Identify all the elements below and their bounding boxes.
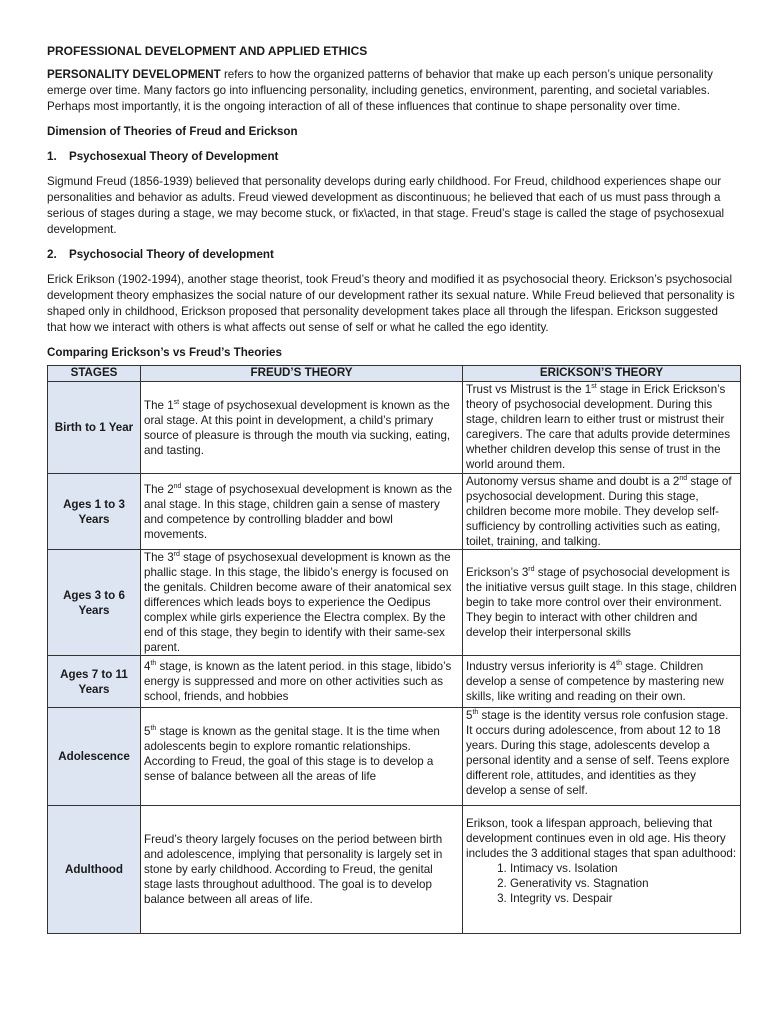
erickson-text: stage. Children develop a sense of competence by mastering new skills, like writing and reading on their own. [466, 660, 724, 703]
erickson-text: Erikson, took a lifespan approach, believing that development continues even in old age. His theory includes the 3 additional stages that span adulthood: [466, 817, 737, 860]
table-row [48, 656, 741, 708]
list-item: 3. Integrity vs. Despair [510, 891, 737, 906]
document-page [47, 40, 740, 934]
section-1-title: Psychosexual Theory of Development [69, 150, 279, 163]
erickson-text: Industry versus inferiority is 4 [466, 660, 617, 673]
stage-label: Ages 1 to 3 Years [63, 497, 125, 526]
freud-text: 5 [144, 725, 151, 738]
erickson-cell [463, 474, 741, 550]
list-item: 1. Intimacy vs. Isolation [510, 861, 737, 876]
section-1-text: Sigmund Freud (1856-1939) believed that personality develops during early childhood. For Freud, childhood experiences shape our personalities and behavior as adults. Freud viewed development as discontinuous; he believed that each of us must pass through a serious of stages during a stage, we may become stuck, or fix\acted, in that stage. Freud’s stage is called the stage of psychosexual development. [47, 175, 725, 236]
intro-term: PERSONALITY DEVELOPMENT [47, 68, 221, 81]
ordinal: st [591, 383, 597, 391]
dimension-heading: Dimension of Theories of Freud and Erickson [47, 125, 298, 138]
freud-text: stage is known as the genital stage. It is the time when adolescents begin to explore romantic relationships. According to Freud, the goal of this stage is to develop a sense of balance between all the areas of life [144, 725, 440, 783]
intro-text: refers to how the organized patterns of behavior that make up each person’s unique personality emerge over time. Many factors go into influencing personality, including genetics, environment, parenting, and societal variables. Perhaps most importantly, it is the ongoing interaction of all of these influences that continue to shape personality over time. [47, 68, 713, 113]
erickson-cell [463, 708, 741, 806]
ordinal: rd [173, 551, 180, 559]
intro-paragraph [47, 67, 740, 115]
section-1-heading [47, 149, 740, 165]
ordinal: nd [679, 475, 688, 483]
freud-text: stage of psychosexual development is known as the anal stage. In this stage, children gain a sense of mastery and competence by controlling bladder and bowl movements. [144, 482, 453, 541]
stage-adulthood: Adulthood [48, 806, 141, 934]
erickson-cell [463, 550, 741, 656]
ordinal: rd [528, 566, 535, 574]
ordinal: th [472, 709, 479, 717]
stage-ages-7-11 [48, 656, 141, 708]
ordinal: st [173, 398, 180, 406]
erickson-cell [463, 382, 741, 474]
document-title: PROFESSIONAL DEVELOPMENT AND APPLIED ETHICS [47, 44, 368, 58]
erickson-text: Erickson’s 3 [466, 566, 529, 579]
erickson-text: stage of psychosocial development. During this stage, children become more mobile. They develop self-sufficiency by controlling activities such as eating, toilet, training, and talking. [466, 475, 732, 548]
section-2-number: 2. [47, 248, 57, 261]
erickson-text: 5 [466, 709, 473, 722]
section-2-text: Erick Erikson (1902-1994), another stage theorist, took Freud’s theory and modified it as psychosocial theory. Erickson’s psychosocial development theory emphasizes the social nature of our development rather its sexual nature. While Freud believed that personality is shaped only in childhood, Erickson proposed that personality development takes place all through the lifespan. Erickson suggested that how we interact with others is what affects out sense of self or what he called the ego identity. [47, 273, 735, 334]
ordinal: nd [173, 482, 182, 490]
stage-label: Ages 7 to 11 Years [60, 667, 128, 696]
freud-cell [141, 708, 463, 806]
freud-cell [141, 382, 463, 474]
section-2-heading [47, 247, 740, 263]
table-row [48, 806, 741, 934]
erickson-text: stage is the identity versus role confusion stage. It occurs during adolescence, from about 12 to 18 years. During this stage, adolescents develop a personal identity and a sense of self. Teens explore different role, attitudes, and identities as they develop a sense of self. [466, 709, 730, 797]
stage-ages-3-6 [48, 550, 141, 656]
freud-text: The 1 [144, 398, 174, 412]
stage-ages-1-3 [48, 474, 141, 550]
stage-label: Ages 3 to 6 Years [63, 588, 125, 617]
header-freud: FREUD’S THEORY [141, 366, 463, 382]
table-row [48, 550, 741, 656]
header-stages: STAGES [48, 366, 141, 382]
compare-heading: Comparing Erickson’s vs Freud’s Theories [47, 346, 282, 359]
header-erickson: ERICKSON’S THEORY [463, 366, 741, 382]
freud-cell [141, 550, 463, 656]
ordinal: th [150, 660, 157, 668]
ordinal: th [150, 725, 157, 733]
erickson-text: stage in Erick Erickson’s theory of psychosocial development. During this stage, children learn to either trust or mistrust their caregivers. The care that adults provide determines whether children develop this sense of trust in the world around them. [466, 383, 731, 471]
ordinal: th [616, 660, 622, 668]
table-header-row [48, 366, 741, 382]
list-item: 2. Generativity vs. Stagnation [510, 876, 737, 891]
table-row [48, 708, 741, 806]
erickson-cell [463, 656, 741, 708]
freud-text: 4 [144, 660, 151, 673]
erickson-cell [463, 806, 741, 934]
freud-text: The 3 [144, 551, 174, 564]
freud-text: The 2 [144, 482, 174, 496]
stage-adolescence [48, 708, 141, 806]
erickson-text: Trust vs Mistrust is the 1 [466, 383, 592, 396]
stage-birth: Birth to 1 Year [48, 382, 141, 474]
erickson-text: stage of psychosocial development is the initiative versus guilt stage. In this stage, children begin to take more control over their environment. They begin to interact with other children and develop their interpersonal skills [466, 566, 737, 639]
freud-cell: Freud’s theory largely focuses on the period between birth and adolescence, implying that personality is largely set in stone by early childhood. According to Freud, the genital stage lasts throughout adulthood. The goal is to develop balance between all areas of life. [141, 806, 463, 934]
freud-text: stage of psychosexual development is known as the phallic stage. In this stage, the libido’s energy is focused on the genitals. Children become aware of their anatomical sex differences which leads boys to experience the Oedipus complex while girls experience the Electra complex. By the end of this stage, they begin to identify with their same-sex parent. [144, 551, 452, 654]
table-row [48, 474, 741, 550]
freud-cell [141, 656, 463, 708]
stage-label: Adolescence [58, 750, 130, 763]
section-2-title: Psychosocial Theory of development [69, 248, 274, 261]
comparison-table [47, 365, 741, 934]
freud-text: stage, is known as the latent period. in this stage, libido’s energy is suppressed and more on other activities such as school, friends, and hobbies [144, 660, 452, 703]
section-1-number: 1. [47, 150, 57, 163]
erickson-text: Autonomy versus shame and doubt is a 2 [466, 475, 680, 488]
adulthood-stage-list [466, 861, 737, 906]
freud-cell [141, 474, 463, 550]
table-row [48, 382, 741, 474]
freud-text: stage of psychosexual development is known as the oral stage. At this point in development, a child’s primary source of pleasure is through the mouth via sucking, eating, and tasting. [144, 398, 451, 457]
